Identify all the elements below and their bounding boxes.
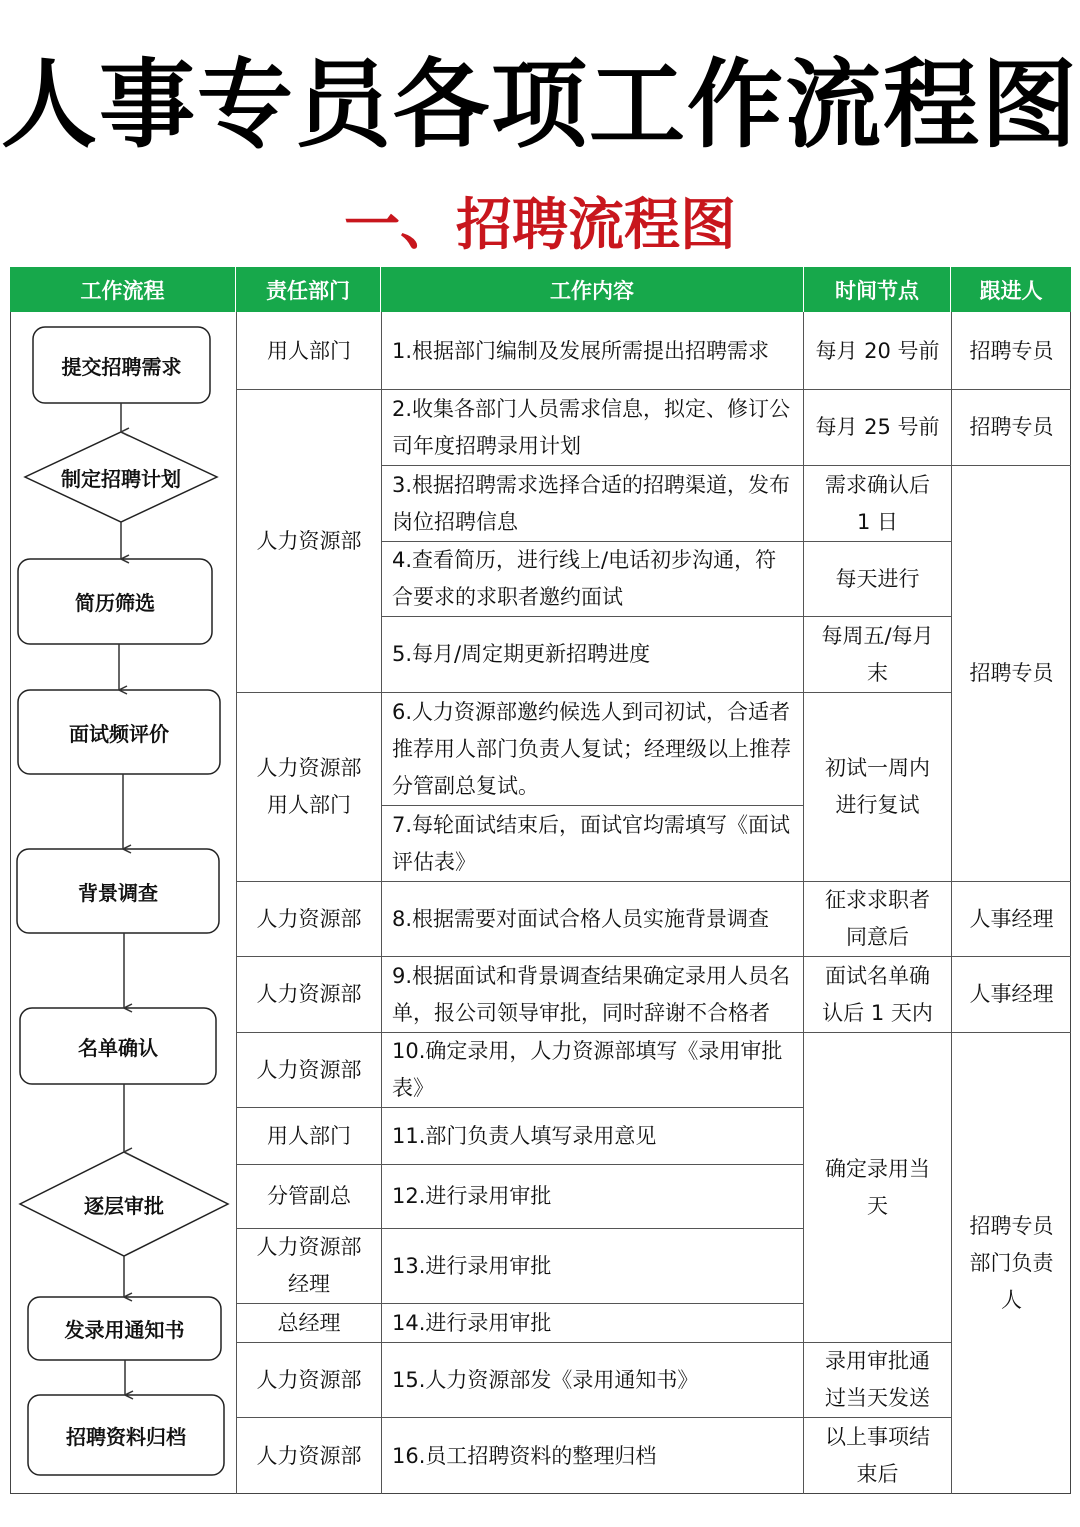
time-cell: 面试名单确 认后 1 天内	[822, 963, 933, 1025]
time-cell: 每月 25 号前	[815, 415, 940, 439]
time-cell: 每天进行	[835, 566, 920, 591]
follower-cell: 招聘专员	[969, 415, 1054, 439]
content-cell: 2.收集各部门人员需求信息，拟定、修订公司年度招聘录用计划	[392, 396, 791, 458]
content-cell: 16.员工招聘资料的整理归档	[392, 1443, 657, 1468]
content-cell: 5.每月/周定期更新招聘进度	[392, 642, 651, 666]
content-cell: 6.人力资源部邀约候选人到司初试，合适者推荐用人部门负责人复试；经理级以上推荐分管副总复试。	[392, 699, 791, 798]
department-cell: 分管副总	[267, 1184, 351, 1208]
department-cell: 人力资源部	[256, 906, 362, 931]
department-cell: 用人部门	[267, 338, 351, 363]
flow-step-interview: 面试频评价	[69, 721, 169, 746]
time-cell: 录用审批通 过当天发送	[825, 1349, 930, 1410]
department-cell: 人力资源部	[256, 982, 362, 1006]
department-cell: 人力资源部	[256, 528, 362, 553]
follower-cell: 招聘专员 部门负责 人	[969, 1214, 1054, 1312]
content-cell: 8.根据需要对面试合格人员实施背景调查	[392, 906, 770, 931]
content-cell: 7.每轮面试结束后，面试官均需填写《面试评估表》	[392, 812, 791, 874]
time-cell: 征求求职者 同意后	[825, 888, 930, 949]
header-workflow: 工作流程	[10, 267, 236, 312]
time-cell: 以上事项结 束后	[825, 1425, 930, 1486]
content-cell: 13.进行录用审批	[392, 1253, 552, 1278]
content-cell: 10.确定录用，人力资源部填写《录用审批表》	[392, 1039, 783, 1100]
department-cell: 人力资源部	[256, 1367, 362, 1392]
flow-step-archive: 招聘资料归档	[66, 1424, 186, 1449]
content-cell: 9.根据面试和背景调查结果确定录用人员名单，报公司领导审批，同时辞谢不合格者	[392, 963, 791, 1025]
flow-step-list-confirm: 名单确认	[78, 1035, 158, 1060]
content-cell: 4.查看简历，进行线上/电话初步沟通，符合要求的求职者邀约面试	[392, 548, 777, 609]
content-cell: 15.人力资源部发《录用通知书》	[392, 1367, 699, 1392]
content-cell: 12.进行录用审批	[392, 1184, 552, 1208]
follower-cell: 招聘专员	[969, 338, 1054, 363]
flow-step-approval: 逐层审批	[84, 1193, 164, 1218]
header-follower: 跟进人	[951, 267, 1071, 312]
content-cell: 14.进行录用审批	[392, 1310, 552, 1335]
content-cell: 11.部门负责人填写录用意见	[392, 1123, 657, 1148]
flow-step-resume-screening: 简历筛选	[75, 591, 155, 615]
header-content: 工作内容	[381, 267, 804, 312]
section-title: 一、招聘流程图	[344, 193, 736, 258]
header-department: 责任部门	[236, 267, 381, 312]
time-cell: 确定录用当 天	[825, 1156, 930, 1218]
department-cell: 人力资源部 用人部门	[256, 756, 362, 817]
time-cell: 初试一周内 进行复试	[825, 756, 930, 817]
department-cell: 总经理	[277, 1310, 341, 1335]
time-cell: 每月 20 号前	[815, 338, 940, 363]
follower-cell: 人事经理	[969, 982, 1054, 1006]
follower-cell: 人事经理	[969, 906, 1054, 931]
flow-step-submit-request: 提交招聘需求	[61, 354, 182, 379]
department-cell: 用人部门	[267, 1123, 351, 1148]
content-cell: 1.根据部门编制及发展所需提出招聘需求	[392, 338, 770, 363]
time-cell: 需求确认后 1 日	[825, 472, 930, 534]
flow-step-make-plan: 制定招聘计划	[61, 466, 181, 491]
content-cell: 3.根据招聘需求选择合适的招聘渠道，发布岗位招聘信息	[392, 472, 791, 534]
page-title: 人事专员各项工作流程图	[1, 49, 1079, 161]
department-cell: 人力资源部	[256, 1443, 362, 1468]
flow-step-send-offer: 发录用通知书	[64, 1318, 185, 1342]
flow-step-background-check: 背景调查	[78, 880, 158, 905]
time-cell: 每周五/每月 末	[821, 623, 934, 685]
header-time: 时间节点	[804, 267, 951, 312]
follower-cell: 招聘专员	[969, 661, 1054, 685]
department-cell: 人力资源部 经理	[256, 1235, 362, 1296]
department-cell: 人力资源部	[256, 1057, 362, 1082]
